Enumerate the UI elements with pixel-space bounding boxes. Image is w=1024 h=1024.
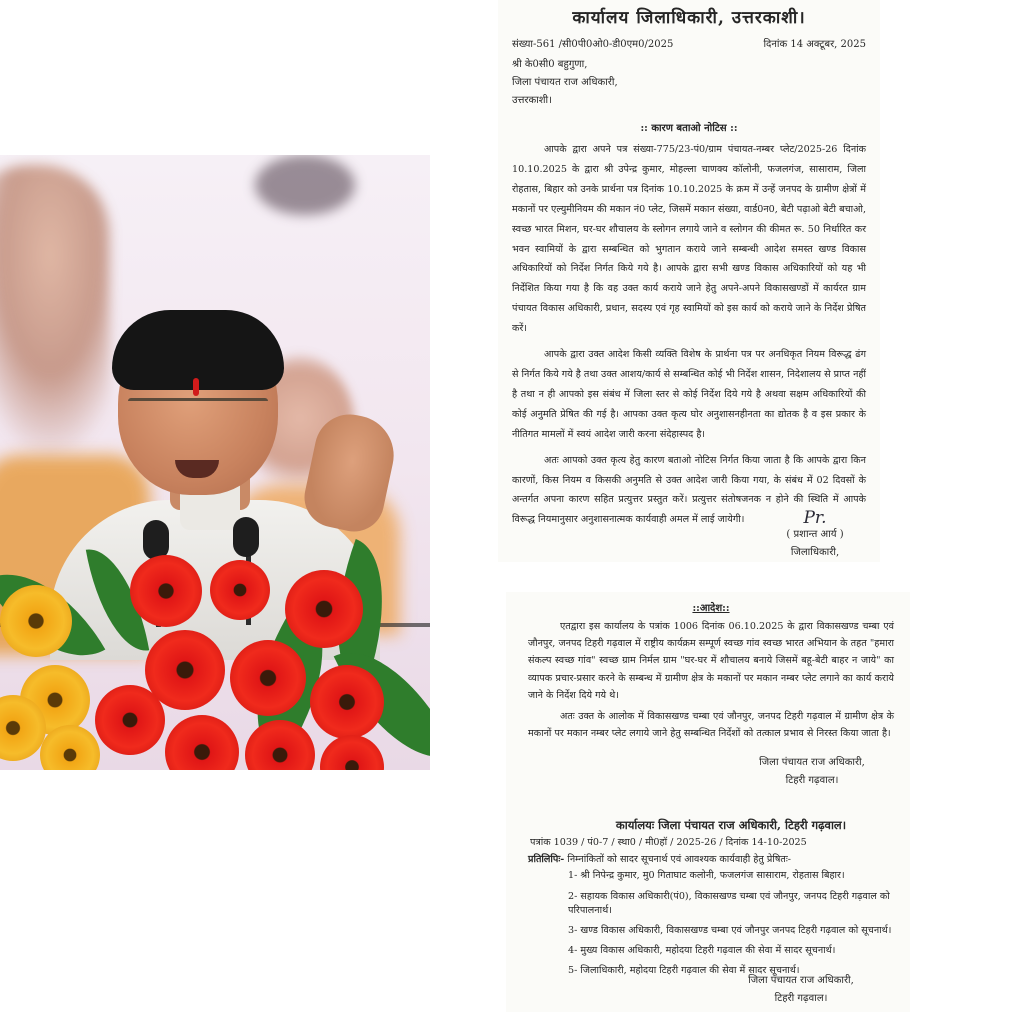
order-paragraph: एतद्वारा इस कार्यालय के पत्रांक 1006 दिनांक 06.10.2025 के द्वारा विकासखण्ड चम्बा एवं जौनपुर, जनपद टिहरी गढ़वाल में राष्ट्रीय कार्यक्रम सम्पूर्ण स्वच्छ गांव स्वच्छ भारत अभियान के तहत "हमारा संकल्प स्वच्छ गांव" स्वच्छ ग्राम निर्मल ग्राम "घर-घर में शौचालय बनाये जिसमें बहू-बेटी बाहर न जाये" का व्यापक प्रचार-प्रसार करने के सम्बन्ध में ग्रामीण क्षेत्र के मकानों पर मकान नम्बर प्लेट लगाने का कार्य कराये जाने के निर्देश दिये गये थे। bbox=[528, 621, 894, 701]
red-gerbera bbox=[230, 640, 306, 716]
list-item: 3- खण्ड विकास अधिकारी, विकासखण्ड चम्बा एवं जौनपुर जनपद टिहरी गढ़वाल को सूचनार्थ। bbox=[568, 925, 892, 937]
signatory-title: जिला पंचायत राज अधिकारी, bbox=[748, 975, 854, 986]
flower-bouquet bbox=[0, 545, 430, 770]
order-signature-block-2 bbox=[716, 972, 886, 1008]
notice-signature-block bbox=[760, 510, 870, 562]
notice-reference-line bbox=[512, 36, 866, 50]
speaker-glasses bbox=[128, 398, 268, 431]
red-gerbera bbox=[285, 570, 363, 648]
signatory-place: टिहरी गढ़वाल। bbox=[785, 775, 839, 786]
signatory-title: जिलाधिकारी, bbox=[790, 547, 840, 558]
red-gerbera bbox=[320, 735, 384, 770]
order-reference-line: पत्रांक 1039 / पं0-7 / स्था0 / मी0हॉ / 2025-26 / दिनांक 14-10-2025 bbox=[530, 837, 807, 849]
show-cause-notice bbox=[498, 0, 880, 562]
speaker-raised-hand bbox=[299, 408, 401, 537]
notice-heading: :: कारण बताओ नोटिस :: bbox=[640, 123, 738, 134]
order-office-line: कार्यालयः जिला पंचायत राज अधिकारी, टिहरी गढ़वाल। bbox=[615, 818, 847, 833]
distribution-list bbox=[568, 869, 894, 978]
red-gerbera bbox=[210, 560, 270, 620]
list-item: 5- जिलाधिकारी, महोदया टिहरी गढ़वाल की सेवा में सादर सूचनार्थ। bbox=[568, 965, 800, 977]
addressee-line: श्री के0सी0 बहुगुणा, bbox=[512, 59, 588, 70]
red-gerbera bbox=[165, 715, 239, 770]
addressee-line: जिला पंचायत राज अधिकारी, bbox=[512, 77, 618, 88]
distribution-intro: निम्नांकितों को सादर सूचनार्थ एवं आवश्यक कार्यवाही हेतु प्रेषितः- bbox=[567, 854, 792, 866]
yellow-gerbera bbox=[0, 585, 72, 657]
distribution-intro-line bbox=[528, 852, 894, 867]
order-paragraph: अतः उक्त के आलोक में विकासखण्ड चम्बा एवं जौनपुर, जनपद टिहरी गढ़वाल में ग्रामीण क्षेत्र के मकानों पर मकान नम्बर प्लेट लगाये जाने हेतु सम्बन्धित निर्देशों को तत्काल प्रभाव से निरस्त किया जाता है। bbox=[528, 711, 894, 740]
speaker-tilak bbox=[193, 378, 199, 396]
notice-addressee bbox=[512, 56, 866, 110]
speaker-photo bbox=[0, 155, 430, 770]
red-gerbera bbox=[95, 685, 165, 755]
order-heading: ::आदेश:: bbox=[692, 603, 730, 614]
yellow-gerbera bbox=[40, 725, 100, 770]
red-gerbera bbox=[310, 665, 384, 739]
red-gerbera bbox=[130, 555, 202, 627]
list-item: 4- मुख्य विकास अधिकारी, महोदया टिहरी गढ़वाल की सेवा में सादर सूचनार्थ। bbox=[568, 945, 836, 957]
background-poster-cap bbox=[255, 155, 355, 215]
red-gerbera bbox=[245, 720, 315, 770]
notice-paragraph: अतः आपको उक्त कृत्य हेतु कारण बताओ नोटिस निर्गत किया जाता है कि आपके द्वारा किन कारणों, किस नियम व किसकी अनुमति से उक्त आदेश जारी किया गया, के संबंध में 02 दिवसों के अन्तर्गत अपना कारण सहित प्रत्युत्तर प्रस्तुत करें। प्रत्युत्तर संतोषजनक न होने की स्थिति में आपके विरूद्ध नियमानुसार अनुशासनात्मक कार्यवाही अमल में लाई जायेगी। bbox=[512, 454, 866, 526]
signatory-title: जिला पंचायत राज अधिकारी, bbox=[759, 757, 865, 768]
notice-ref-number: संख्या-561 /सी0पी0ओ0-डी0एम0/2025 bbox=[512, 39, 674, 50]
notice-office-title: कार्यालय जिलाधिकारी, उत्तरकाशी। bbox=[572, 8, 806, 28]
notice-paragraph: आपके द्वारा उक्त आदेश किसी व्यक्ति विशेष के प्रार्थना पत्र पर अनधिकृत नियम विरूद्ध ढंग से निर्गत किये गये है तथा उक्त आशय/कार्य से सम्बन्धित कोई भी निर्देश शासन, निदेशालय से प्राप्त नहीं है तथा न ही आपको इस संबंध में जिला स्तर से कोई निर्देश दिये गये है अथवा सक्षम अधिकारियों की कोई अनुमति प्रेषित की गई है। आपका उक्त कृत्य घोर अनुशासनहीनता का द्योतक है व इस प्रकार के नीतिगत मामलों में स्वयं आदेश जारी करना संदेहास्पद है। bbox=[512, 349, 866, 440]
handwritten-signature: Pr. bbox=[803, 508, 827, 528]
list-item: 1- श्री निपेन्द्र कुमार, मु0 गिताघाट कलोनी, फजलगंज सासाराम, रोहतास बिहार। bbox=[568, 870, 845, 882]
signatory-place: टिहरी गढ़वाल। bbox=[774, 993, 828, 1004]
cancellation-order bbox=[506, 592, 910, 1012]
addressee-line: उत्तरकाशी। bbox=[512, 95, 552, 106]
notice-paragraph: आपके द्वारा अपने पत्र संख्या-775/23-पं0/ग्राम पंचायत-नम्बर प्लेट/2025-26 दिनांक 10.10.2025 के द्वारा श्री उपेन्द्र कुमार, मोहल्ला चाणक्य कॉलोनी, फजलगंज, सासाराम, जिला रोहतास, बिहार को उनके प्रार्थना पत्र दिनांक 10.10.2025 के क्रम में उन्हें जनपद के ग्रामीण क्षेत्रों में मकानों पर एल्युमीनियम की मकान नं0 प्लेट, जिसमें मकान संख्या, वार्ड0न0, बेटी पढ़ाओ बेटी बचाओ, स्वच्छ भारत मिशन, घर-घर शौचालय के स्लोगन लगाये जाने व स्लोगन की कीमत रू. 50 निर्धारित कर भवन स्वामियों के द्वारा सम्बन्धित को भुगतान कराये जाने सम्बन्धी आदेश समस्त खण्ड विकास अधिकारियों को निर्देश निर्गत किये गये है। आपके द्वारा सभी खण्ड विकास अधिकारियों को यह भी निर्देशित किया गया है कि वह उक्त कार्य कराये जाने हेतु अपने-अपने विकासखण्डों में कार्यरत ग्राम पंचायत विकास अधिकारी, प्रधान, सदस्य एवं गृह स्वामियों को इस कार्य को कराये जाने के निर्देश प्रेषित करें। bbox=[512, 144, 866, 335]
notice-date: दिनांक 14 अक्टूबर, 2025 bbox=[763, 39, 866, 50]
list-item: 2- सहायक विकास अधिकारी(पं0), विकासखण्ड चम्बा एवं जौनपुर, जनपद टिहरी गढ़वाल को परिपालनार्थ। bbox=[568, 890, 890, 916]
distribution-label: प्रतिलिपिः- bbox=[528, 854, 565, 866]
signatory-name: ( प्रशान्त आर्य ) bbox=[786, 529, 844, 540]
order-signature-block bbox=[732, 754, 892, 790]
